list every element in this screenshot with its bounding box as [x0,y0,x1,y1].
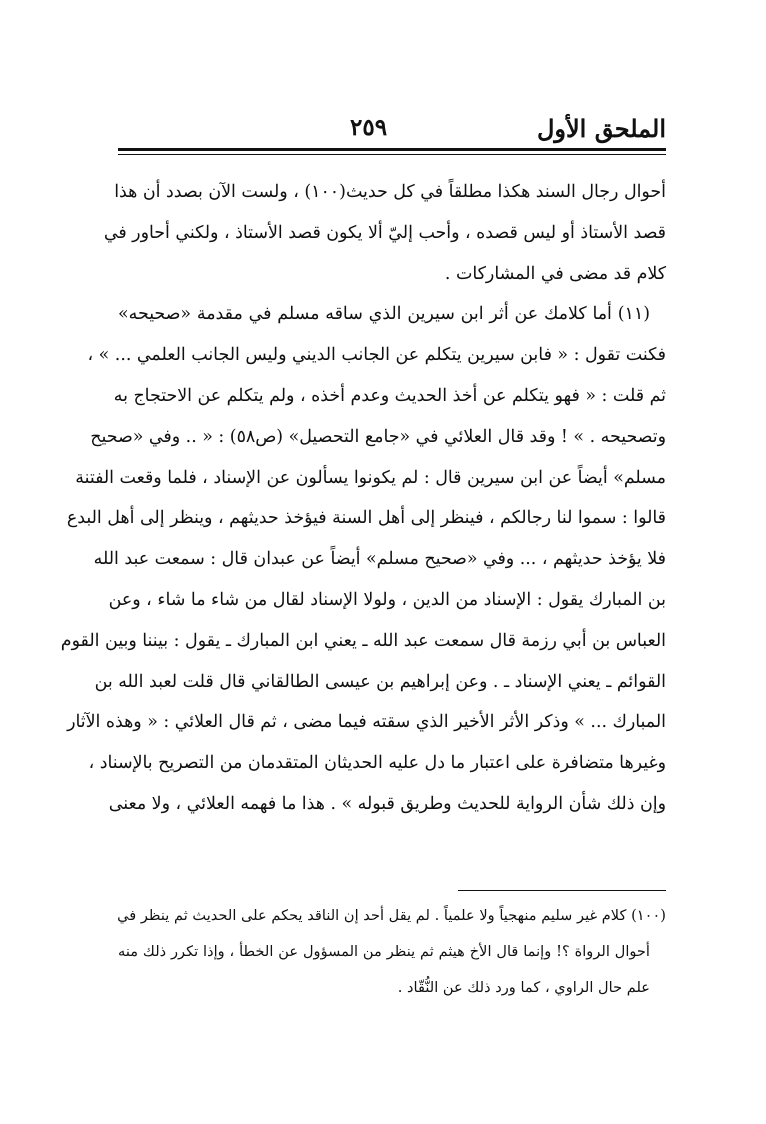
footnotes [118,898,666,1006]
text-line: قصد الأستاذ أو ليس قصده ، وأحب إليّ ألا يكون قصد الأستاذ ، ولكني أحاور في [103,222,666,243]
text-line: مسلم» أيضاً عن ابن سيرين قال : لم يكونوا يسألون عن الإسناد ، فلما وقعت الفتنة [75,467,666,488]
text-line: قالوا : سموا لنا رجالكم ، فينظر إلى أهل السنة فيؤخذ حديثهم ، وينظر إلى أهل البدع [66,508,666,529]
text-line: وغيرها متضافرة على اعتبار ما دل عليه الحديثان المتقدمان من التصريح بالإسناد ، [88,753,666,774]
text-line: العباس بن أبي رزمة قال سمعت عبد الله ـ يعني ابن المبارك ـ يقول : بيننا وبين القوم [60,630,666,651]
body-text [60,172,666,825]
page-number: ٢٥٩ [350,114,388,141]
footnote-line: علم حال الراوي ، كما ورد ذلك عن النُّقّاد . [397,979,650,996]
text-line: بن المبارك يقول : الإسناد من الدين ، ولولا الإسناد لقال من شاء ما شاء ، وعن [108,589,666,610]
footnote-line: أحوال الرواة ؟! وإنما قال الأخ هيثم ثم ينظر من المسؤول عن الخطأ ، وإذا تكرر ذلك منه [118,943,650,960]
text-line: القوائم ـ يعني الإسناد ـ . وعن إبراهيم بن عيسى الطالقاني قال قلت لعبد الله بن [94,671,666,692]
text-line: فكنت تقول : « فابن سيرين يتكلم عن الجانب الديني وليس الجانب العلمي ... » ، [87,345,666,366]
header-rule-thick [118,148,666,151]
text-line: ثم قلت : « فهو يتكلم عن أخذ الحديث وعدم أخذه ، ولم يتكلم عن الاحتجاج به [113,385,666,406]
text-line: المبارك ... » وذكر الأثر الأخير الذي سقته فيما مضى ، ثم قال العلائي : « وهذه الآثار [67,712,666,733]
text-line: كلام قد مضى في المشاركات . [444,263,666,284]
footnote-separator [458,890,666,891]
text-line: وإن ذلك شأن الرواية للحديث وطريق قبوله » . هذا ما فهمه العلائي ، ولا معنى [108,793,666,814]
text-line: أحوال رجال السند هكذا مطلقاً في كل حديث(١٠٠) ، ولست الآن بصدد أن هذا [114,182,666,202]
footnote-line: (١٠٠) كلام غير سليم منهجياً ولا علمياً . لم يقل أحد إن الناقد يحكم على الحديث ثم ينظر في [117,907,666,924]
page-header [118,112,666,148]
running-title: الملحق الأول [536,114,666,143]
text-line: (١١) أما كلامك عن أثر ابن سيرين الذي ساقه مسلم في مقدمة «صحيحه» [118,304,650,325]
text-line: وتصحيحه . » ! وقد قال العلائي في «جامع التحصيل» (ص٥٨) : « .. وفي «صحيح [90,426,666,447]
text-line: فلا يؤخذ حديثهم ، ... وفي «صحيح مسلم» أيضاً عن عبدان قال : سمعت عبد الله [93,549,666,570]
header-rule-thin [118,154,666,155]
